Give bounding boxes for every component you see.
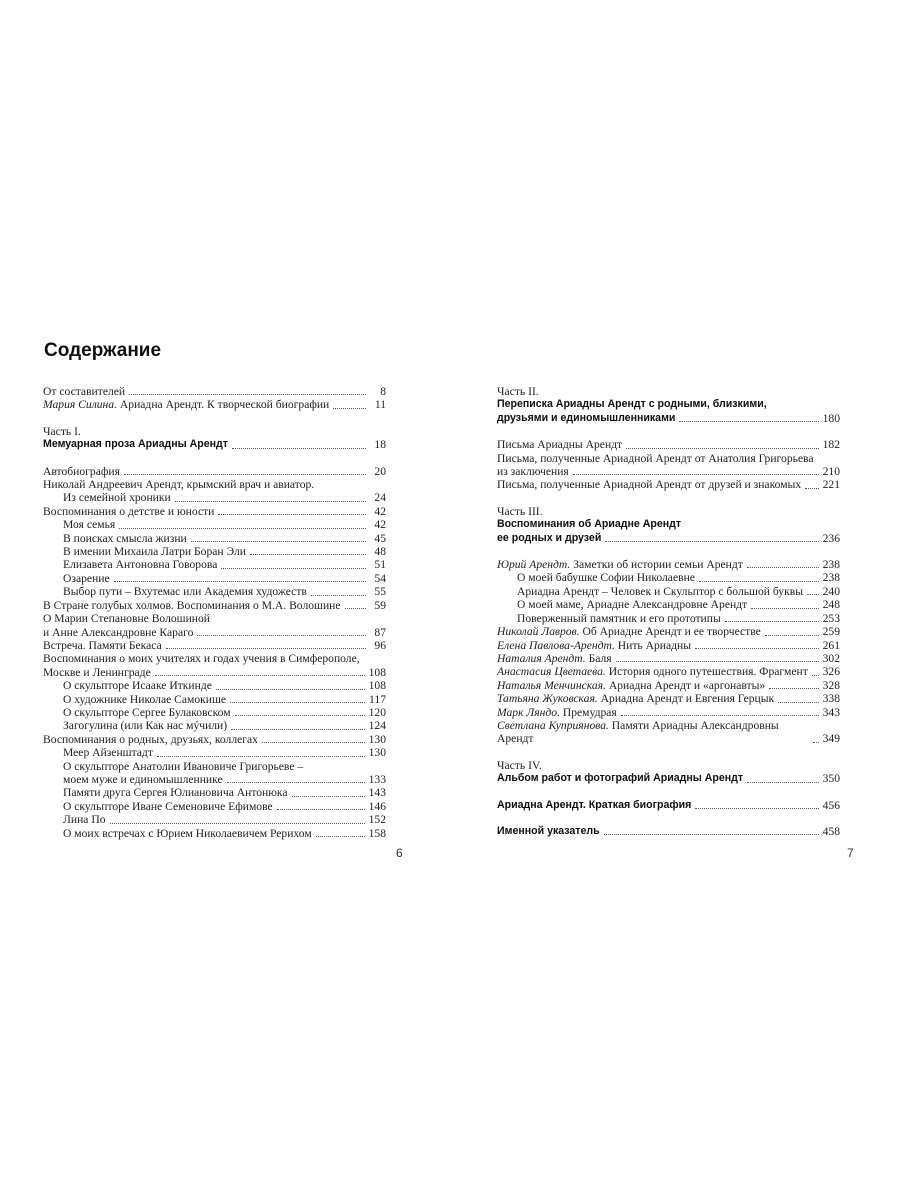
part-title: ее родных и друзей	[497, 531, 602, 544]
toc-entry-title: Озарение	[63, 571, 110, 585]
toc-entry-title: Выбор пути – Вхутемас или Академия художеств	[63, 585, 307, 599]
toc-entry-title: Елизавета Антоновна Говорова	[63, 558, 218, 572]
part-title-line1[interactable]: Воспоминания об Ариадне Арендт	[497, 518, 682, 531]
toc-page-number: 18	[374, 438, 386, 452]
dot-leader	[129, 394, 366, 395]
part-title-line1[interactable]: Переписка Ариадны Арендт с родными, близкими,	[497, 398, 767, 411]
toc-entry-lyando[interactable]	[497, 706, 840, 719]
toc-page-number: 24	[374, 491, 386, 505]
toc-entry-title: Моя семья	[63, 518, 116, 532]
toc-page-number: 326	[822, 665, 840, 679]
toc-entry-letters-friends[interactable]	[497, 478, 840, 491]
toc-page-number: 152	[368, 813, 386, 827]
toc-entry-tsvetaeva[interactable]	[497, 665, 840, 678]
dot-leader	[231, 729, 364, 730]
toc-entry-title: Ариадна Арендт. К творческой биографии	[117, 398, 330, 412]
toc-page-number: 248	[822, 598, 840, 612]
toc-list-left	[43, 385, 386, 840]
toc-entry-title: Лина По	[63, 813, 106, 827]
dot-leader	[333, 408, 366, 409]
toc-entry-natalia-arendt[interactable]	[497, 652, 840, 665]
toc-page-number: 55	[374, 585, 386, 599]
dot-leader	[751, 608, 818, 609]
toc-page-number: 124	[368, 719, 386, 733]
part-label: Часть IV.	[497, 758, 542, 772]
dot-leader	[155, 675, 365, 676]
dot-leader	[616, 661, 819, 662]
toc-entry-title-line1[interactable]: О скульпторе Анатолии Ивановиче Григорьеве –	[63, 759, 304, 773]
part-label: Часть II.	[497, 385, 539, 398]
dot-leader	[747, 567, 819, 568]
toc-entry-title: Письма, полученные Ариадной Арендт от друзей и знакомых	[497, 478, 802, 492]
dot-leader	[311, 595, 366, 596]
toc-entry-title: Премудрая	[559, 705, 617, 719]
toc-entry-title: Воспоминания о детстве и юности	[43, 504, 215, 518]
toc-entry-author: Наталия Арендт.	[497, 651, 586, 665]
toc-entry-title: Из семейной хроники	[63, 491, 171, 505]
toc-entry-author: Елена Павлова-Арендт.	[497, 638, 615, 652]
toc-entry-govorova[interactable]	[43, 558, 386, 571]
part-label: Часть I.	[43, 424, 81, 438]
toc-page-number: 130	[368, 732, 386, 746]
toc-entry-title-line1[interactable]: Николай Андреевич Арендт, крымский врач и авиатор.	[43, 478, 315, 492]
toc-page-number: 240	[822, 584, 840, 598]
toc-entry-silina[interactable]	[43, 398, 386, 411]
toc-entry-title: О моей бабушке Софии Николаевне	[517, 571, 695, 585]
toc-page-number: 180	[822, 411, 840, 425]
toc-entry-eisenstadt[interactable]	[43, 746, 386, 759]
toc-entry-roerich[interactable]	[43, 827, 386, 840]
toc-page-number: 221	[822, 478, 840, 492]
dot-leader	[175, 501, 366, 502]
toc-entry-title: Памяти Ариадны Александровны Арендт	[497, 718, 779, 746]
toc-entry-title: и Анне Александровне Караго	[43, 625, 194, 639]
toc-entry-sculptor[interactable]	[497, 585, 840, 598]
toc-entry-title: Воспоминания о родных, друзьях, коллегах	[43, 732, 258, 746]
toc-page-number: 96	[374, 638, 386, 652]
toc-page-number: 11	[374, 398, 386, 412]
toc-entry-author: Мария Силина.	[43, 398, 118, 412]
toc-entry-author: Марк Ляндо.	[497, 705, 560, 719]
toc-entry-author: Юрий Арендт.	[497, 558, 571, 572]
dot-leader	[114, 581, 366, 582]
toc-page-number: 59	[374, 598, 386, 612]
toc-entry-title: из заключения	[497, 465, 569, 479]
toc-entry-pavlova[interactable]	[497, 639, 840, 652]
toc-entry-autobiography[interactable]	[43, 465, 386, 478]
toc-page-number: 350	[822, 772, 840, 786]
toc-page-number: 8	[380, 385, 386, 398]
toc-page-number: 259	[822, 625, 840, 639]
dot-leader	[621, 715, 819, 716]
toc-page-number: 108	[368, 679, 386, 693]
toc-entry-title: В поисках смысла жизни	[63, 531, 187, 545]
toc-entry-childhood[interactable]	[43, 505, 386, 518]
toc-page-number: 253	[822, 611, 840, 625]
toc-entry-title: Ариадна Арендт и Евгения Герцык	[597, 692, 775, 706]
toc-entry-title: Ариадна Арендт и «аргонавты»	[605, 678, 766, 692]
toc-entry-title: Нить Ариадны	[614, 638, 692, 652]
dot-leader	[218, 514, 366, 515]
dot-leader	[316, 836, 365, 837]
toc-page-number: 458	[822, 824, 840, 838]
toc-entry-author: Наталья Менчинская.	[497, 678, 606, 692]
toc-entry-voloshin[interactable]	[43, 599, 386, 612]
toc-entry-title: Памяти друга Сергея Юлиановича Антонюка	[63, 786, 288, 800]
toc-entry-title-line1[interactable]: Письма, полученные Ариадной Арендт от Анатолия Григорьева	[497, 451, 814, 465]
toc-entry-title: В имении Михаила Латри Боран Эли	[63, 545, 246, 559]
toc-entry-title: История одного путешествия. Фрагмент	[605, 665, 808, 679]
dot-leader	[119, 528, 366, 529]
dot-leader	[110, 823, 365, 824]
toc-entry-meaning[interactable]	[43, 532, 386, 545]
dot-leader	[807, 594, 819, 595]
toc-entry-yuri-arendt[interactable]	[497, 558, 840, 571]
dot-leader	[812, 675, 819, 676]
toc-entry-menchinskaya[interactable]	[497, 679, 840, 692]
toc-page-number: 51	[374, 558, 386, 572]
toc-entry-zhukovskaya[interactable]	[497, 692, 840, 705]
toc-entry-letters-prison[interactable]	[497, 465, 840, 478]
toc-page-number: 236	[822, 531, 840, 545]
toc-page-number: 238	[822, 571, 840, 585]
toc-entry-foreword[interactable]	[43, 385, 386, 398]
page-number-right: 7	[847, 846, 854, 860]
toc-entry-title: О моей маме, Ариадне Александровне Арендт	[517, 598, 748, 612]
dot-leader	[605, 541, 818, 542]
toc-entry-title: Поверженный памятник и его прототипы	[517, 611, 721, 625]
toc-entry-lina-po[interactable]	[43, 813, 386, 826]
toc-entry-monument[interactable]	[497, 612, 840, 625]
dot-leader	[221, 568, 366, 569]
toc-page-number: 133	[368, 772, 386, 786]
toc-list-right	[497, 385, 840, 838]
toc-entry-samokish[interactable]	[43, 693, 386, 706]
toc-part-memoirs[interactable]	[43, 438, 386, 451]
toc-entry-title: О скульпторе Иване Семеновиче Ефимове	[63, 799, 273, 813]
dot-leader	[216, 689, 365, 690]
toc-entry-grandmother[interactable]	[497, 571, 840, 584]
toc-entry-title: Заметки об истории семьи Арендт	[570, 558, 743, 572]
toc-entry-grigoriev[interactable]	[43, 773, 386, 786]
toc-page-number: 45	[374, 531, 386, 545]
toc-entry-title: О художнике Николае Самокише	[63, 692, 227, 706]
dot-leader	[765, 635, 819, 636]
dot-leader	[166, 648, 366, 649]
toc-part-correspondence[interactable]	[497, 412, 840, 425]
dot-leader	[573, 474, 819, 475]
toc-entry-title: О моих встречах с Юрием Николаевичем Рерихом	[63, 826, 312, 840]
toc-entry-title: О скульпторе Сергее Булаковском	[63, 705, 231, 719]
toc-page-number: 261	[822, 638, 840, 652]
toc-entry-title: В Стране голубых холмов. Воспоминания о М.А. Волошине	[43, 598, 341, 612]
dot-leader	[230, 702, 365, 703]
toc-entry-title: Письма Ариадны Арендт	[497, 438, 623, 452]
toc-entry-lavrov[interactable]	[497, 625, 840, 638]
dot-leader	[277, 809, 365, 810]
dot-leader	[805, 488, 818, 489]
toc-part-album[interactable]	[497, 772, 840, 785]
toc-entry-title: моем муже и единомышленнике	[63, 772, 223, 786]
toc-entry-relatives[interactable]	[43, 733, 386, 746]
dot-leader	[227, 782, 365, 783]
dot-leader	[695, 808, 818, 809]
toc-entry-title: Встреча. Памяти Бекаса	[43, 638, 162, 652]
part-title: Мемуарная проза Ариадны Арендт	[43, 438, 228, 451]
toc-entry-title: Меер Айзенштадт	[63, 746, 153, 760]
toc-page-number: 87	[374, 625, 386, 639]
toc-entry-antonyuk[interactable]	[43, 786, 386, 799]
toc-entry-title-line1[interactable]: Воспоминания о моих учителях и годах учения в Симферополе,	[43, 652, 360, 666]
toc-page-number: 146	[368, 799, 386, 813]
toc-entry-efimov[interactable]	[43, 800, 386, 813]
dot-leader	[157, 756, 365, 757]
dot-leader	[747, 782, 819, 783]
dot-leader	[604, 834, 819, 835]
dot-leader	[235, 715, 365, 716]
dot-leader	[197, 635, 366, 636]
part-label: Часть III.	[497, 504, 543, 518]
toc-page-number: 42	[374, 518, 386, 532]
toc-entry-author: Анастасия Цветаева.	[497, 665, 606, 679]
toc-entry-title: Об Ариадне Арендт и ее творчестве	[579, 625, 761, 639]
toc-page-number: 108	[368, 665, 386, 679]
toc-page-number: 42	[374, 504, 386, 518]
toc-entry-title: Загогулина (или Как нас мýчили)	[63, 719, 228, 733]
toc-entry-title: От составителей	[43, 385, 126, 398]
dot-leader	[345, 608, 366, 609]
dot-leader	[191, 541, 366, 542]
right-page	[450, 0, 900, 1200]
toc-page-number: 456	[822, 798, 840, 812]
toc-entry-title: Автобиография	[43, 464, 120, 478]
toc-entry-bulakovsky[interactable]	[43, 706, 386, 719]
page-number-left: 6	[396, 846, 403, 860]
toc-entry-title: Баля	[585, 651, 612, 665]
dot-leader	[778, 702, 818, 703]
toc-page-number: 54	[374, 571, 386, 585]
toc-entry-family-chronicle[interactable]	[43, 491, 386, 504]
dot-leader	[695, 648, 819, 649]
dot-leader	[699, 581, 819, 582]
toc-entry-author: Николай Лавров.	[497, 625, 580, 639]
dot-leader	[232, 448, 366, 449]
toc-part-recollections[interactable]	[497, 532, 840, 545]
dot-leader	[250, 554, 366, 555]
toc-entry-estate[interactable]	[43, 545, 386, 558]
toc-page-number: 120	[368, 705, 386, 719]
toc-entry-name-index[interactable]	[497, 825, 840, 838]
toc-page-number: 302	[822, 651, 840, 665]
toc-entry-biography[interactable]	[497, 799, 840, 812]
dot-leader	[769, 688, 818, 689]
toc-entry-itkind[interactable]	[43, 679, 386, 692]
dot-leader	[124, 474, 366, 475]
toc-page-number: 182	[822, 438, 840, 452]
toc-page-number: 143	[368, 786, 386, 800]
dot-leader	[679, 421, 818, 422]
part-title: Именной указатель	[497, 824, 600, 837]
toc-entry-letters[interactable]	[497, 438, 840, 451]
toc-entry-zagogulina[interactable]	[43, 719, 386, 732]
toc-page-number: 343	[822, 705, 840, 719]
toc-page-number: 20	[374, 464, 386, 478]
toc-entry-kupriyanova[interactable]	[497, 719, 840, 746]
toc-entry-teachers[interactable]	[43, 666, 386, 679]
part-title: друзьями и единомышленниками	[497, 411, 676, 424]
dot-leader	[292, 796, 365, 797]
toc-entry-author: Светлана Куприянова.	[497, 718, 609, 732]
toc-page-number: 130	[368, 746, 386, 760]
toc-entry-insight[interactable]	[43, 572, 386, 585]
toc-entry-my-mother[interactable]	[497, 598, 840, 611]
page-title: Содержание	[44, 340, 162, 361]
dot-leader	[626, 448, 819, 449]
dot-leader	[262, 742, 365, 743]
toc-entry-karago[interactable]	[43, 626, 386, 639]
toc-entry-title: Ариадна Арендт – Человек и Скульптор с большой буквы	[517, 584, 804, 598]
toc-page-number: 158	[368, 826, 386, 840]
part-title: Альбом работ и фотографий Ариадны Арендт	[497, 772, 744, 785]
toc-entry-title-line1[interactable]: О Марии Степановне Волошиной	[43, 612, 210, 626]
dot-leader	[813, 742, 819, 743]
toc-entry-bekas[interactable]	[43, 639, 386, 652]
toc-entry-my-family[interactable]	[43, 518, 386, 531]
toc-page-number: 338	[822, 692, 840, 706]
toc-page-number: 210	[822, 465, 840, 479]
toc-entry-title: О скульпторе Исааке Иткинде	[63, 679, 212, 693]
part-title: Ариадна Арендт. Краткая биография	[497, 798, 692, 811]
toc-page-number: 349	[822, 732, 840, 746]
toc-entry-choice[interactable]	[43, 585, 386, 598]
toc-entry-author: Татьяна Жуковская.	[497, 692, 598, 706]
toc-page-number: 48	[374, 545, 386, 559]
toc-page-number: 238	[822, 558, 840, 572]
toc-page-number: 328	[822, 678, 840, 692]
dot-leader	[725, 621, 819, 622]
toc-page-number: 117	[369, 692, 386, 706]
toc-entry-title: Москве и Ленинграде	[43, 665, 151, 679]
